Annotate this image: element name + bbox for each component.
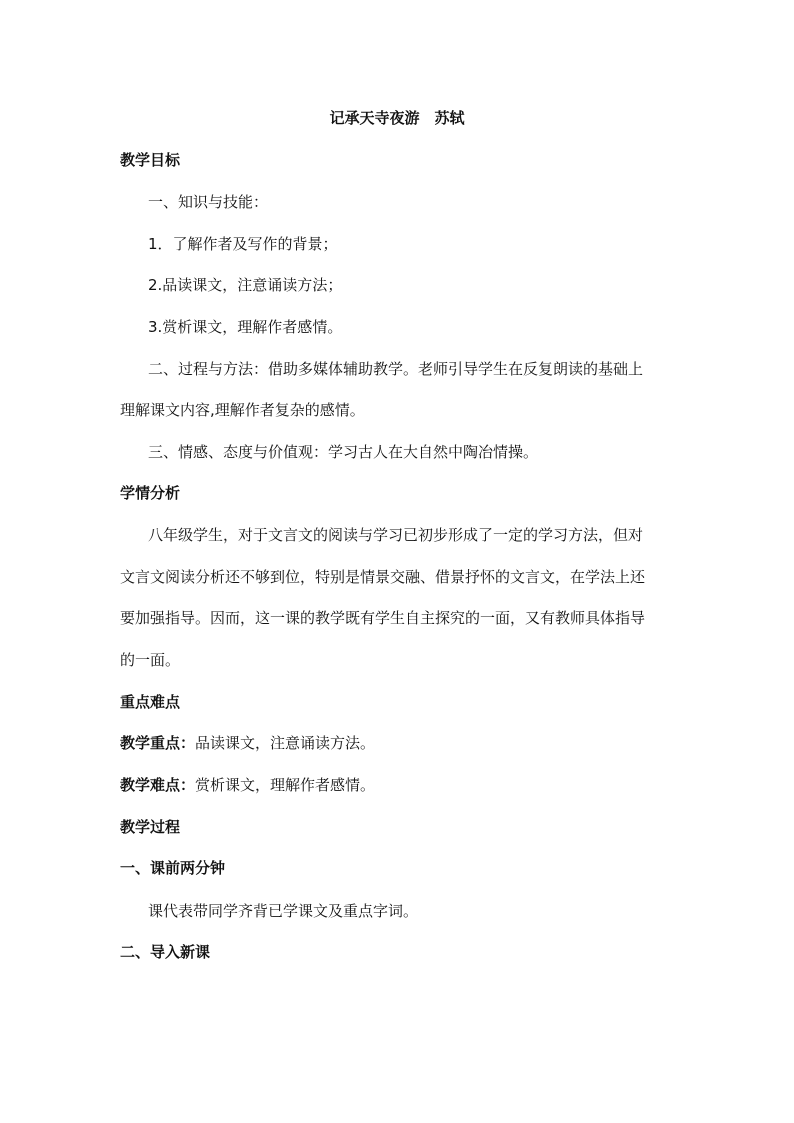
difficulty-label: 教学难点： [120, 776, 196, 794]
page-title: 记承天寺夜游 苏轼 [329, 109, 465, 127]
section-heading-process: 教学过程 [120, 818, 181, 836]
objective-item: 二、过程与方法：借助多媒体辅助教学。老师引导学生在反复朗读的基础上 [148, 360, 644, 378]
objective-item: 1．了解作者及写作的背景； [148, 235, 338, 253]
process-subheading: 一、课前两分钟 [120, 859, 226, 877]
analysis-line: 八年级学生，对于文言文的阅读与学习已初步形成了一定的学习方法，但对 [148, 526, 644, 544]
difficulty-line [120, 775, 375, 795]
key-point-text: 品读课文，注意诵读方法。 [195, 734, 376, 752]
section-heading-key-points: 重点难点 [120, 693, 181, 711]
objective-item: 2.品读课文，注意诵读方法； [148, 276, 343, 294]
process-subheading: 二、导入新课 [120, 943, 211, 961]
objective-item-continued: 理解课文内容,理解作者复杂的感情。 [120, 401, 365, 419]
difficulty-text: 赏析课文，理解作者感情。 [195, 776, 376, 794]
objective-item: 3.赏析课文，理解作者感情。 [148, 318, 343, 336]
analysis-line: 文言文阅读分析还不够到位，特别是情景交融、借景抒怀的文言文，在学法上还 [120, 568, 646, 586]
analysis-line: 要加强指导。因而，这一课的教学既有学生自主探究的一面，又有教师具体指导 [120, 609, 646, 627]
key-point-line [120, 733, 375, 753]
process-text: 课代表带同学齐背已学课文及重点字词。 [148, 902, 419, 920]
analysis-line: 的一面。 [120, 651, 181, 669]
objective-item: 三、情感、态度与价值观：学习古人在大自然中陶冶情操。 [148, 443, 539, 461]
section-heading-analysis: 学情分析 [120, 484, 181, 502]
key-point-label: 教学重点： [120, 734, 196, 752]
section-heading-objectives: 教学目标 [120, 151, 181, 169]
objective-item: 一、知识与技能： [148, 193, 269, 211]
